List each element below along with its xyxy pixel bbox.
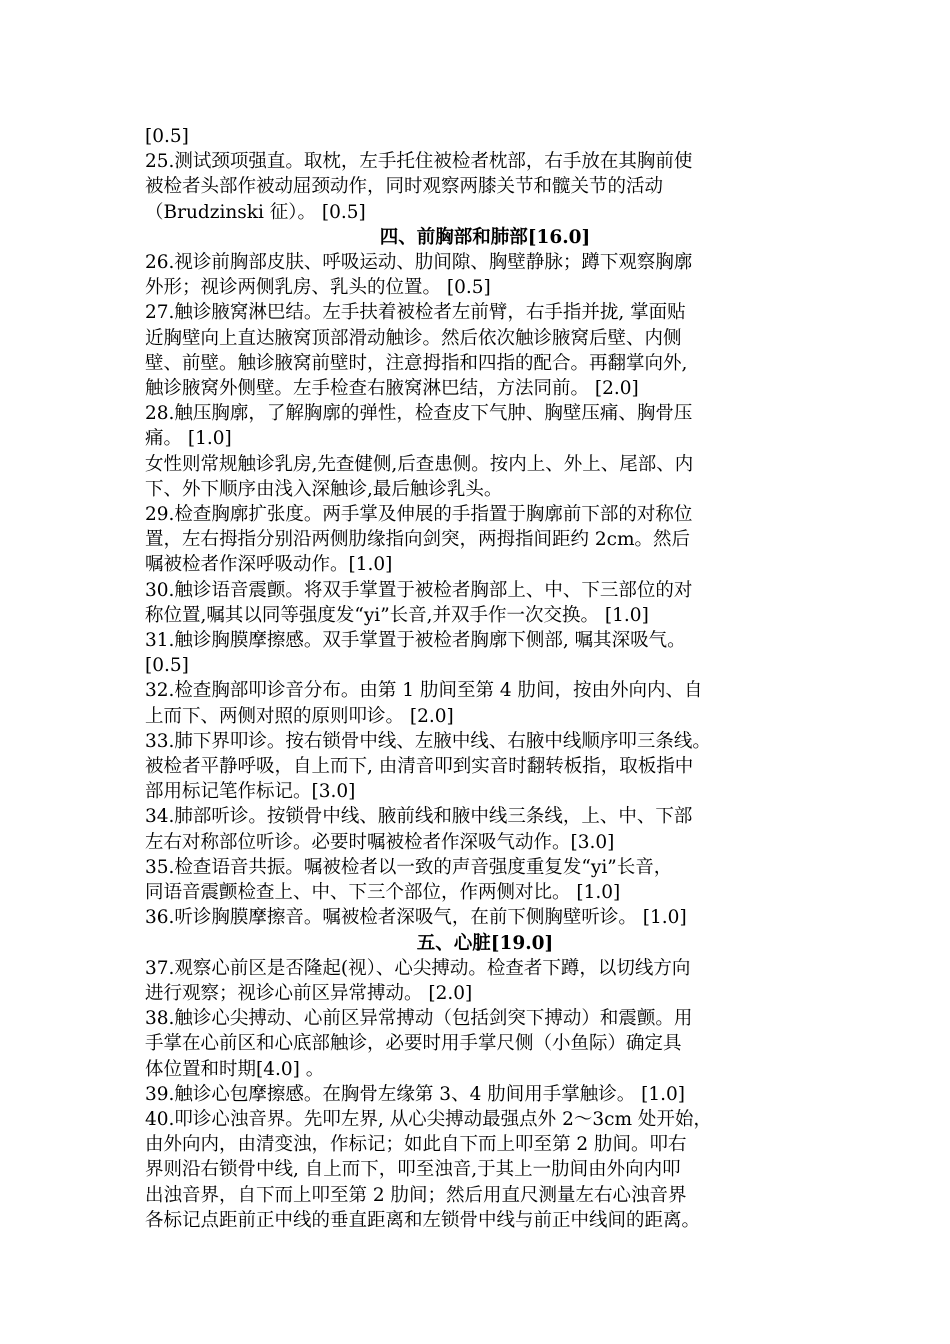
section-heading-heart: 五、心脏[19.0] <box>416 932 554 954</box>
paragraph-item-29: 29.检查胸廓扩张度。两手掌及伸展的手指置于胸廓前下部的对称位 置，左右拇指分别沿两侧肋缘指向剑突，两拇指间距约 2cm。然后 嘱被检者作深呼吸动作。[1.0] <box>145 504 693 576</box>
paragraph-item-33: 33.肺下界叩诊。按右锁骨中线、左腋中线、右腋中线顺序叩三条线。 被检者平静呼吸，自上而下, 由清音叩到实音时翻转板指，取板指中 部用标记笔作标记。[3.0] <box>145 730 711 803</box>
paragraph-item-31: 31.触诊胸膜摩擦感。双手掌置于被检者胸廓下侧部, 嘱其深吸气。 [0.5] <box>145 630 686 677</box>
paragraph-item-30: 30.触诊语音震颤。将双手掌置于被检者胸部上、中、下三部位的对 称位置,嘱其以同等强度发“yi”长音,并双手作一次交换。 [1.0] <box>145 579 693 626</box>
paragraph-item-27: 27.触诊腋窝淋巴结。左手扶着被检者左前臂，右手指并拢, 掌面贴 近胸壁向上直达腋窝顶部滑动触诊。然后依次触诊腋窝后壁、内侧 壁、前壁。触诊腋窝前壁时，注意拇指和四指的配合。再翻掌向外, 触诊腋窝外侧壁。左手检查右腋窝淋巴结，方法同前。 [2.0] <box>145 302 688 400</box>
section-heading-chest-lungs: 四、前胸部和肺部[16.0] <box>379 226 591 248</box>
paragraph-breast-exam: 女性则常规触诊乳房,先查健侧,后查患侧。按内上、外上、尾部、内 下、外下顺序由浅入深触诊,最后触诊乳头。 <box>145 453 694 500</box>
text-line: [0.5] <box>145 126 189 147</box>
paragraph-item-36: 36.听诊胸膜摩擦音。嘱被检者深吸气，在前下侧胸壁听诊。 [1.0] <box>145 907 687 929</box>
paragraph-item-37: 37.观察心前区是否隆起(视）、心尖搏动。检查者下蹲，以切线方向 进行观察；视诊心前区异常搏动。 [2.0] <box>145 957 691 1004</box>
paragraph-item-35: 35.检查语音共振。嘱被检者以一致的声音强度重复发“yi”长音， 同语音震颤检查上、中、下三个部位，作两侧对比。 [1.0] <box>145 856 673 904</box>
paragraph-item-39: 39.触诊心包摩擦感。在胸骨左缘第 3、4 肋间用手掌触诊。 [1.0] <box>145 1083 685 1105</box>
paragraph-item-28: 28.触压胸廓，了解胸廓的弹性，检查皮下气肿、胸壁压痛、胸骨压 痛。 [1.0] <box>145 403 693 450</box>
paragraph-item-25: 25.测试颈项强直。取枕，左手托住被检者枕部，右手放在其胸前使 被检者头部作被动屈颈动作，同时观察两膝关节和髋关节的活动 （Brudzinski 征）。 [0.5] <box>145 151 693 223</box>
paragraph-item-40: 40.叩诊心浊音界。先叩左界, 从心尖搏动最强点外 2～3cm 处开始， 由外向内，由清变浊，作标记；如此自下而上叩至第 2 肋间。叩右 界则沿右锁骨中线, 自上而下，叩至浊音,于其上一肋间由外向内叩 出浊音界，自下而上叩至第 2 肋间；然后用直尺测量左右心浊音界 各标记点距前正中线的垂直距离和左锁骨中线与前正中线间的距离。 <box>145 1108 712 1231</box>
document-page <box>145 124 825 1233</box>
paragraph-item-26: 26.视诊前胸部皮肤、呼吸运动、肋间隙、胸壁静脉；蹲下观察胸廓 外形；视诊两侧乳房、乳头的位置。 [0.5] <box>145 252 693 299</box>
paragraph-item-38: 38.触诊心尖搏动、心前区异常搏动（包括剑突下搏动）和震颤。用 手掌在心前区和心底部触诊，必要时用手掌尺侧（小鱼际）确定具 体位置和时期[4.0] 。 <box>145 1008 693 1080</box>
paragraph-item-32: 32.检查胸部叩诊音分布。由第 1 肋间至第 4 肋间，按由外向内、自 上而下、两侧对照的原则叩诊。 [2.0] <box>145 680 703 727</box>
paragraph-item-34: 34.肺部听诊。按锁骨中线、腋前线和腋中线三条线，上、中、下部 左右对称部位听诊。必要时嘱被检者作深吸气动作。[3.0] <box>145 806 693 853</box>
